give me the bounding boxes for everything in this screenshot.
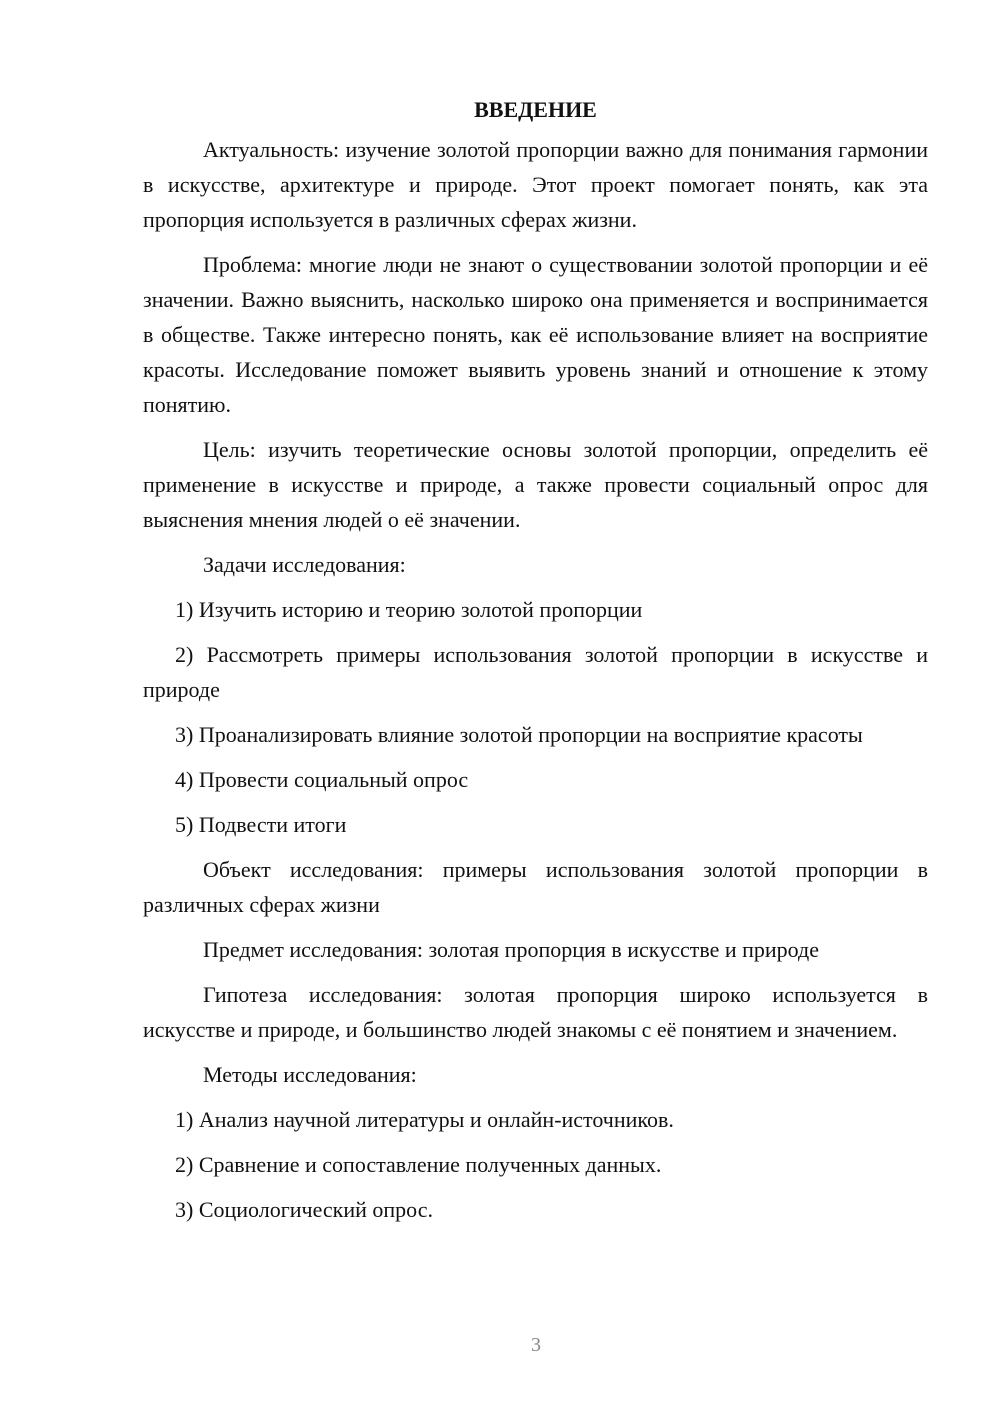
method-item: 2) Сравнение и сопоставление полученных данных.	[175, 1152, 662, 1177]
object-paragraph: Объект исследования: примеры использования золотой пропорции в различных сферах жизни	[143, 857, 928, 917]
page-number: 3	[531, 1334, 541, 1356]
task-item: 1) Изучить историю и теорию золотой пропорции	[175, 597, 643, 622]
problem-paragraph: Проблема: многие люди не знают о существовании золотой пропорции и её значении. Важно выяснить, насколько широко она применяется и воспринимается в обществе. Также интересно понять, как её использование влияет на восприятие красоты. Исследование поможет выявить уровень знаний и отношение к этому понятию.	[143, 252, 928, 417]
task-item: 2) Рассмотреть примеры использования золотой пропорции в искусстве и природе	[143, 642, 928, 702]
section-title: ВВЕДЕНИЕ	[474, 97, 597, 122]
task-item: 5) Подвести итоги	[175, 812, 347, 837]
methods-heading: Методы исследования:	[203, 1062, 417, 1087]
relevance-paragraph: Актуальность: изучение золотой пропорции важно для понимания гармонии в искусстве, архитектуре и природе. Этот проект помогает понять, как эта пропорция используется в различных сферах жизни.	[143, 137, 928, 232]
document-page	[143, 92, 928, 1237]
task-item: 3) Проанализировать влияние золотой пропорции на восприятие красоты	[175, 722, 863, 747]
tasks-heading: Задачи исследования:	[203, 552, 406, 577]
goal-paragraph: Цель: изучить теоретические основы золотой пропорции, определить её применение в искусстве и природе, а также провести социальный опрос для выяснения мнения людей о её значении.	[143, 437, 928, 532]
task-item: 4) Провести социальный опрос	[175, 767, 469, 792]
method-item: 1) Анализ научной литературы и онлайн-источников.	[175, 1107, 674, 1132]
subject-paragraph: Предмет исследования: золотая пропорция в искусстве и природе	[203, 937, 819, 962]
hypothesis-paragraph: Гипотеза исследования: золотая пропорция широко используется в искусстве и природе, и большинство людей знакомы с её понятием и значением.	[143, 982, 928, 1042]
method-item: 3) Социологический опрос.	[175, 1197, 433, 1222]
